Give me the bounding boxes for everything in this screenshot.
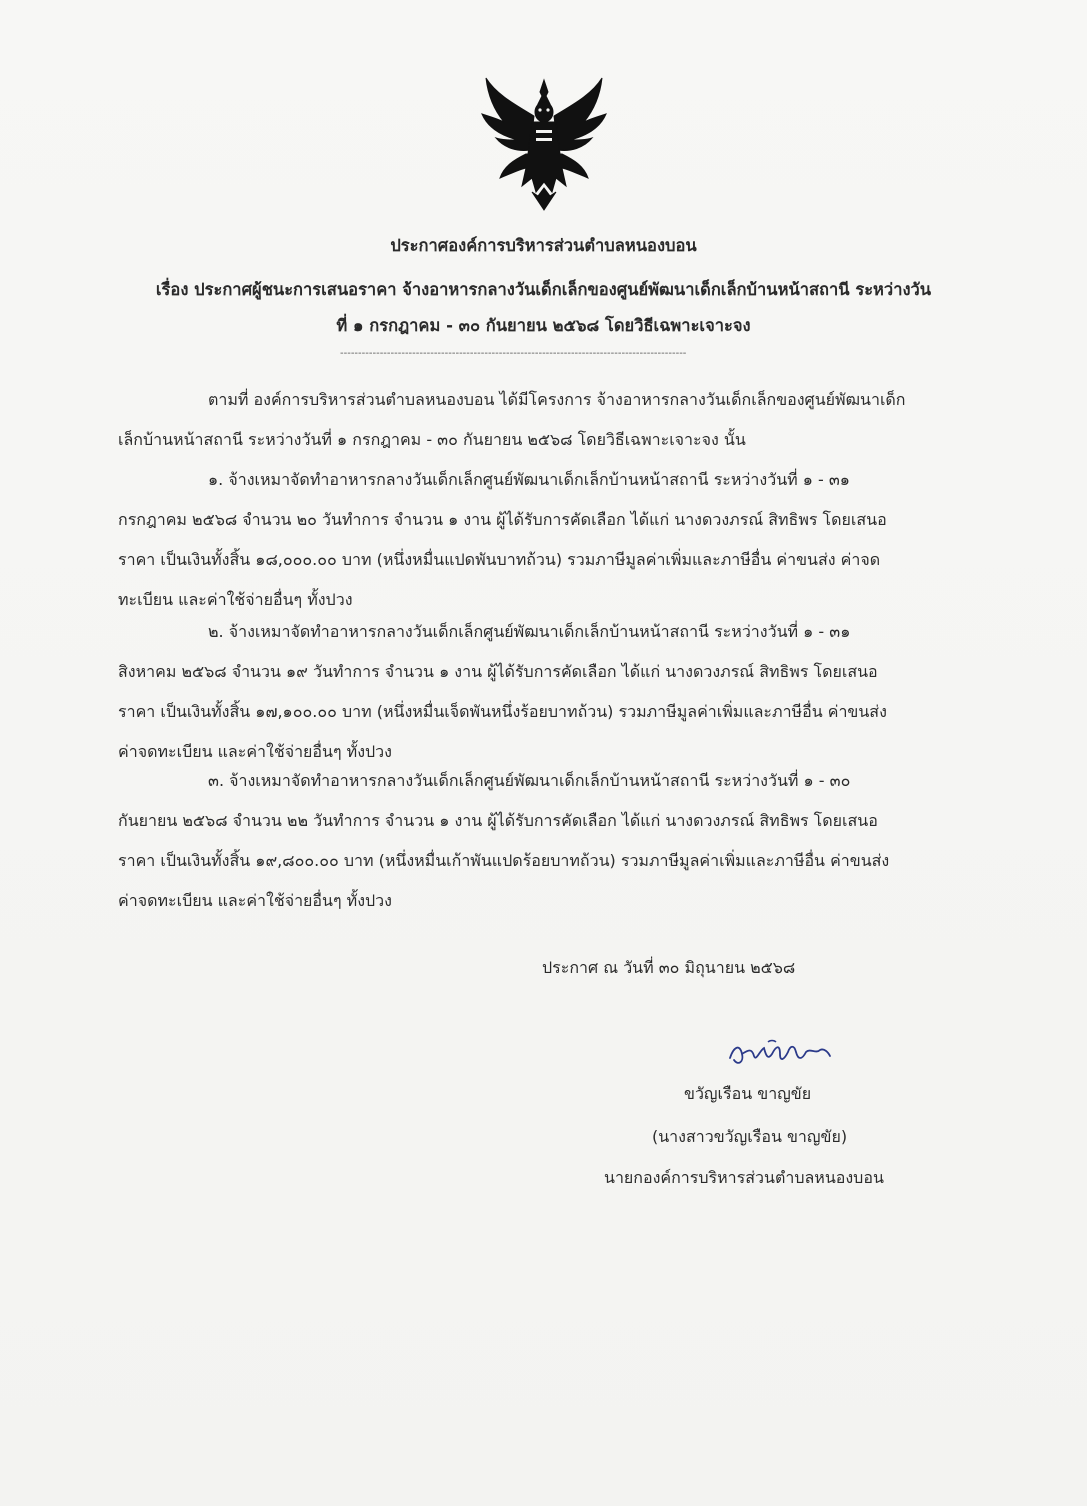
item-line: กรกฎาคม ๒๕๖๘ จำนวน ๒๐ วันทำการ จำนวน ๑ งาน ผู้ได้รับการคัดเลือก ได้แก่ นางดวงภรณ์ สิทธิพร โดยเสนอ (118, 510, 887, 529)
item-line: ค่าจดทะเบียน และค่าใช้จ่ายอื่นๆ ทั้งปวง (118, 742, 392, 761)
item-line: ราคา เป็นเงินทั้งสิ้น ๑๗,๑๐๐.๐๐ บาท (หนึ่งหมื่นเจ็ดพันหนึ่งร้อยบาทถ้วน) รวมภาษีมูลค่าเพิ่มและภาษีอื่น ค่าขนส่ง (118, 702, 887, 721)
item-line: ๓. จ้างเหมาจัดทำอาหารกลางวันเด็กเล็กศูนย์พัฒนาเด็กเล็กบ้านหน้าสถานี ระหว่างวันที่ ๑ - ๓๐ (208, 771, 851, 790)
document-title: ประกาศองค์การบริหารส่วนตำบลหนองบอน (390, 236, 697, 255)
intro-paragraph (118, 380, 978, 460)
item-line: ทะเบียน และค่าใช้จ่ายอื่นๆ ทั้งปวง (118, 590, 353, 609)
garuda-emblem-icon (474, 74, 614, 214)
signatory-name: ขวัญเรือน ขาญขัย (684, 1084, 812, 1103)
item-line: ๑. จ้างเหมาจัดทำอาหารกลางวันเด็กเล็กศูนย์พัฒนาเด็กเล็กบ้านหน้าสถานี ระหว่างวันที่ ๑ - ๓๑ (208, 470, 850, 489)
subject-line-1: เรื่อง ประกาศผู้ชนะการเสนอราคา จ้างอาหารกลางวันเด็กเล็กของศูนย์พัฒนาเด็กเล็กบ้านหน้าสถานี ระหว่างวัน (155, 280, 932, 299)
item-1-paragraph (118, 460, 978, 620)
signatory-position: นายกองค์การบริหารส่วนตำบลหนองบอน (604, 1168, 884, 1187)
item-line: กันยายน ๒๕๖๘ จำนวน ๒๒ วันทำการ จำนวน ๑ งาน ผู้ได้รับการคัดเลือก ได้แก่ นางดวงภรณ์ สิทธิพร โดยเสนอ (118, 811, 878, 830)
item-2-paragraph (118, 612, 978, 772)
subject-line-2: ที่ ๑ กรกฎาคม - ๓๐ กันยายน ๒๕๖๘ โดยวิธีเฉพาะเจาะจง (336, 316, 751, 335)
intro-line: เล็กบ้านหน้าสถานี ระหว่างวันที่ ๑ กรกฎาคม - ๓๐ กันยายน ๒๕๖๘ โดยวิธีเฉพาะเจาะจง นั้น (118, 430, 746, 449)
handwritten-signature (724, 1036, 834, 1072)
item-line: ๒. จ้างเหมาจัดทำอาหารกลางวันเด็กเล็กศูนย์พัฒนาเด็กเล็กบ้านหน้าสถานี ระหว่างวันที่ ๑ - ๓๑ (208, 622, 851, 641)
divider: ------------------------------------------------------------------------------------------------ (340, 349, 687, 359)
item-line: ราคา เป็นเงินทั้งสิ้น ๑๙,๘๐๐.๐๐ บาท (หนึ่งหมื่นเก้าพันแปดร้อยบาทถ้วน) รวมภาษีมูลค่าเพิ่มและภาษีอื่น ค่าขนส่ง (118, 851, 890, 870)
item-line: ราคา เป็นเงินทั้งสิ้น ๑๘,๐๐๐.๐๐ บาท (หนึ่งหมื่นแปดพันบาทถ้วน) รวมภาษีมูลค่าเพิ่มและภาษีอื่น ค่าขนส่ง ค่าจด (118, 550, 881, 569)
announcement-date: ประกาศ ณ วันที่ ๓๐ มิถุนายน ๒๕๖๘ (542, 958, 796, 977)
item-3-paragraph (118, 761, 978, 921)
signatory-full-name: (นางสาวขวัญเรือน ขาญขัย) (652, 1127, 848, 1146)
intro-line: ตามที่ องค์การบริหารส่วนตำบลหนองบอน ได้มีโครงการ จ้างอาหารกลางวันเด็กเล็กของศูนย์พัฒนาเด็ก (208, 390, 906, 409)
item-line: สิงหาคม ๒๕๖๘ จำนวน ๑๙ วันทำการ จำนวน ๑ งาน ผู้ได้รับการคัดเลือก ได้แก่ นางดวงภรณ์ สิทธิพร โดยเสนอ (118, 662, 878, 681)
item-line: ค่าจดทะเบียน และค่าใช้จ่ายอื่นๆ ทั้งปวง (118, 891, 392, 910)
